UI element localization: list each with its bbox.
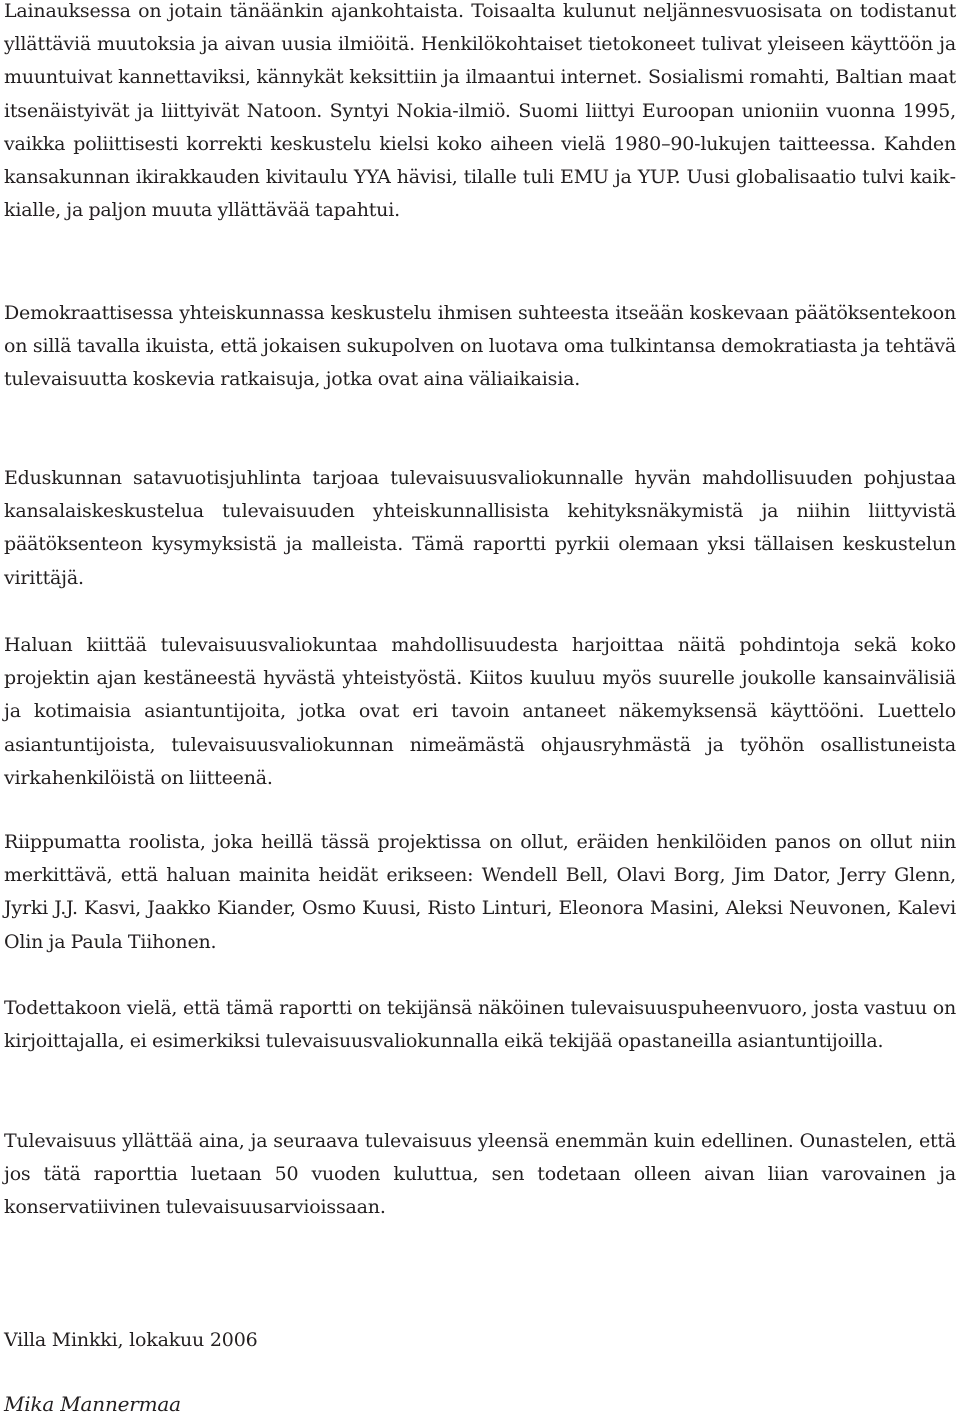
- paragraph-6: Todettakoon vielä, että tämä raportti on tekijänsä näköinen tulevaisuuspuheenvuoro, josta vastuu on kirjoittajalla, ei esimerkiksi tulevaisuusvaliokunnalla eikä tekijää opastaneilla asiantuntijoilla.: [4, 997, 956, 1053]
- paragraph-1: [4, 0, 956, 227]
- paragraph-7: Tulevaisuus yllättää aina, ja seuraava tulevaisuus yleensä enemmän kuin edellinen. Ounastelen, että jos tätä raporttia luetaan 50 vuoden kuluttua, sen todetaan olleen aivan liian varovainen ja konservatiivinen tulevaisuusarvioissaan.: [4, 1130, 956, 1219]
- author-signature: Mika Mannermaa: [4, 1392, 181, 1416]
- paragraph-4: Haluan kiittää tulevaisuusvaliokuntaa mahdollisuudesta harjoittaa näitä pohdintoja sekä koko projektin ajan kestäneestä hyvästä yhteistyöstä. Kiitos kuuluu myös suurelle joukolle kansainvälisiä ja kotimaisia asiantuntijoita, jotka ovat eri tavoin antaneet näkemyksensä käyttööni. Luettelo asiantuntijoista, tulevaisuusvaliokunnan nimeämästä ohjausryhmästä ja työhön osallistuneista virkahenkilöistä on liitteenä.: [4, 634, 956, 789]
- paragraph-2: Demokraattisessa yhteiskunnassa keskustelu ihmisen suhteesta itseään koskevaan päätöksentekoon on sillä tavalla ikuista, että jokaisen sukupolven on luotava oma tulkintansa demokratiasta ja tehtävä tulevaisuutta koskevia ratkaisuja, jotka ovat aina väliaikaisia.: [4, 302, 956, 391]
- paragraph-3: Eduskunnan satavuotisjuhlinta tarjoaa tulevaisuusvaliokunnalle hyvän mahdollisuuden pohjustaa kansalaiskeskustelua tulevaisuuden yhteiskunnallisista kehityksnäkymistä ja niihin liittyvistä päätöksenteon kysymyksistä ja malleista. Tämä raportti pyrkii olemaan yksi tällaisen keskustelun virittäjä.: [4, 467, 956, 589]
- paragraph-5: Riippumatta roolista, joka heillä tässä projektissa on ollut, eräiden henkilöiden panos on ollut niin merkittävä, että haluan mainita heidät erikseen: Wendell Bell, Olavi Borg, Jim Dator, Jerry Glenn, Jyrki J.J. Kasvi, Jaakko Kiander, Osmo Kuusi, Risto Linturi, Eleonora Masini, Aleksi Neuvonen, Kalevi Olin ja Paula Tiihonen.: [4, 831, 956, 953]
- place-date: Villa Minkki, lokakuu 2006: [4, 1329, 258, 1351]
- paragraph-1-text: Lainauksessa on jotain tänäänkin ajankohtaista. Toisaalta kulunut neljännesvuosisata on todistanut yllättäviä muutoksia ja aivan uusia ilmiöitä. Henkilökohtaiset tietokoneet tulivat yleiseen käyttöön ja muuntuivat kannettaviksi, kännykät keksittiin ja ilmaantui internet. Sosialismi romahti, Baltian maat itsenäistyivät ja liittyivät Natoon. Syntyi Nokia-ilmiö. Suomi liittyi Euroopan unioniin vuonna 1995, vaikka poliittisesti korrekti keskustelu kielsi koko aiheen vielä 1980–90-lukujen taitteessa. Kahden kansakunnan ikirakkauden kivitaulu YYA hävisi, tilalle tuli EMU ja YUP. Uusi globalisaatio tulvi kaikkialle, ja paljon muuta yllättävää tapahtui.: [4, 0, 956, 222]
